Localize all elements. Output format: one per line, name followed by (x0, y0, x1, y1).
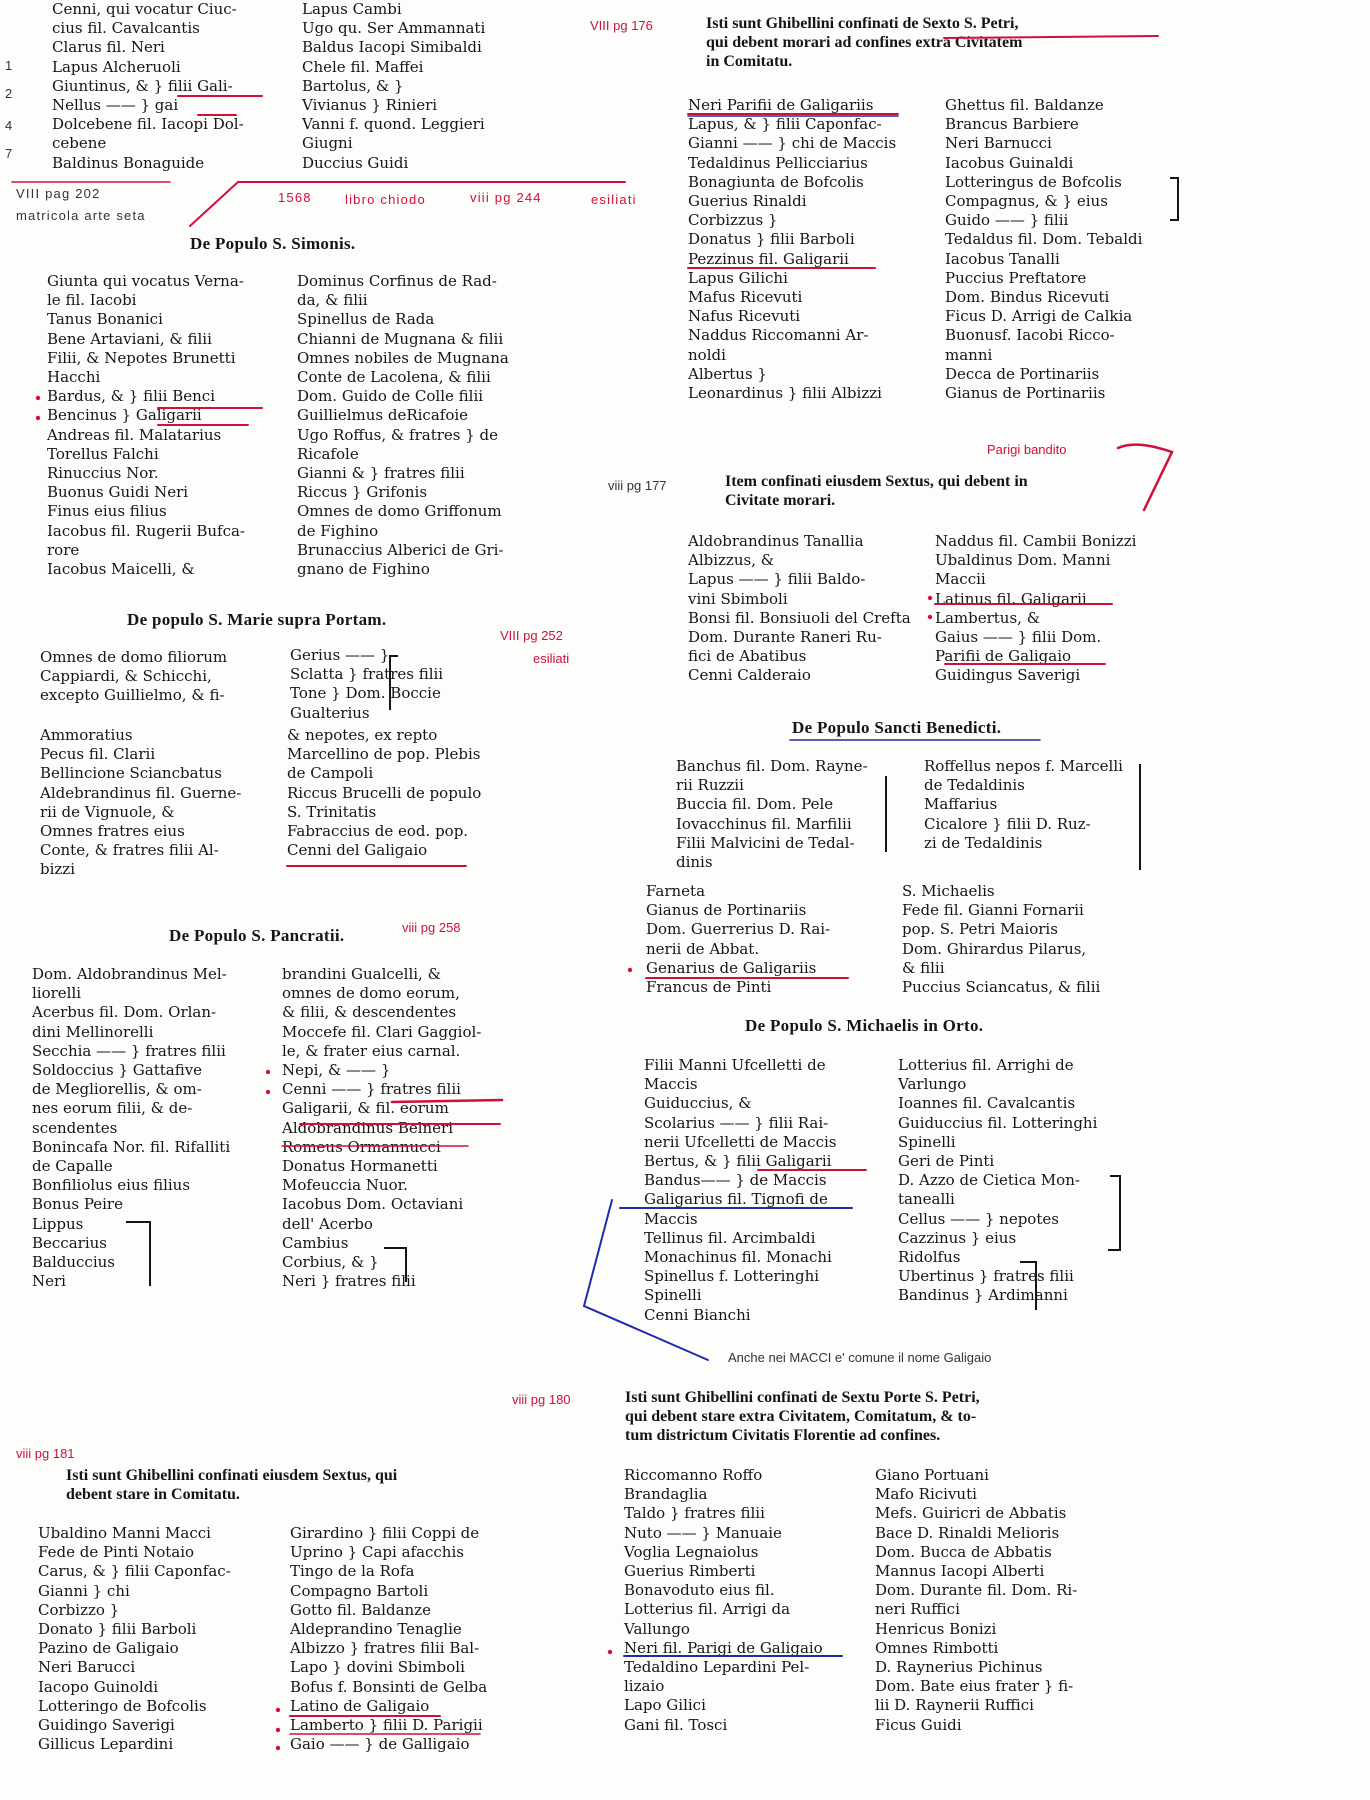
text-line: rii Ruzzii (676, 776, 744, 795)
text-line: lizaio (624, 1677, 665, 1696)
text-line: Dom. Bate eius frater } fi- (875, 1677, 1074, 1696)
text-line: qui debent stare extra Civitatem, Comitatum, & to- (625, 1408, 977, 1425)
text-line: Mefs. Guiricri de Abbatis (875, 1504, 1067, 1523)
text-line: Vivianus } Rinieri (302, 96, 438, 115)
text-line: rii de Vignuole, & (40, 802, 175, 821)
text-line: Galigarius fil. Tignofi de (644, 1190, 828, 1209)
text-line: Neri } fratres filii (282, 1272, 416, 1291)
text-line: liorelli (32, 984, 82, 1003)
text-line: Guiduccius fil. Lotteringhi (898, 1113, 1098, 1132)
text-line: Lapus, & } filii Caponfac- (688, 115, 882, 134)
text-line: Giano Portuani (875, 1466, 989, 1484)
text-line: Tedaldino Lepardini Pel- (624, 1658, 810, 1677)
text-line: Mafo Ricivuti (875, 1485, 977, 1504)
text-line: Item confinati eiusdem Sextus, qui debent in (725, 473, 1028, 490)
text-line: Isti sunt Ghibellini confinati eiusdem Sextus, qui (66, 1467, 398, 1484)
text-line: neri Ruffici (875, 1600, 960, 1619)
text-line: Beccarius (32, 1233, 107, 1252)
text-line: gnano de Fighino (297, 560, 430, 579)
text-line: Donato } filii Barboli (38, 1620, 197, 1639)
text-line: Omnes de domo Griffonum (297, 502, 502, 521)
text-line: Omnes Rimbotti (875, 1638, 999, 1657)
text-line: Guillielmus deRicafoie (297, 406, 469, 425)
text-line: Neri Barnucci (945, 134, 1052, 153)
text-line: bizzi (40, 860, 76, 879)
text-line: Guidingus Saverigi (935, 666, 1081, 685)
text-line: Finus eius filius (47, 502, 167, 521)
text-line: Bandinus } Ardimanni (898, 1286, 1068, 1305)
text-line: Dolcebene fil. Iacopi Dol- (52, 115, 244, 134)
text-line: Gillicus Lepardini (38, 1735, 174, 1754)
text-line: Clarus fil. Neri (52, 38, 165, 57)
text-line: rore (47, 540, 80, 559)
text-line: Fabraccius de eod. pop. (287, 822, 469, 841)
text-line: Bertus, & } filii Galigarii (644, 1152, 832, 1171)
text-line: Lamberto } filii D. Parigii (290, 1716, 483, 1735)
text-line: Filii, & Nepotes Brunetti (47, 348, 236, 367)
text-line: Chianni de Mugnana & filii (297, 329, 504, 348)
text-line: Varlungo (898, 1075, 967, 1094)
text-line: dinis (676, 853, 713, 872)
text-line: Corbizzo } (38, 1600, 120, 1619)
text-line: Lapo Gilici (624, 1696, 706, 1715)
text-line: Bonincafa Nor. fil. Rifalliti (32, 1137, 231, 1156)
text-line: Iacobus fil. Rugerii Bufca- (47, 521, 245, 540)
text-line: Dom. Durante fil. Dom. Ri- (875, 1581, 1078, 1600)
text-line: Giuntinus, & } filii Gali- (52, 76, 233, 95)
note-page-ref: viii pg 181 (16, 1446, 75, 1461)
text-line: excepto Guillielmo, & fi- (40, 686, 225, 705)
text-line: Dom. Bucca de Abbatis (875, 1542, 1052, 1561)
text-line: Bene Artaviani, & filii (47, 329, 212, 348)
text-line: Brunaccius Alberici de Gri- (297, 540, 504, 559)
text-line: vini Sbimboli (688, 589, 788, 608)
text-line: Bandus—— } de Maccis (644, 1171, 827, 1190)
text-line: Civitate morari. (725, 492, 836, 509)
margin-number: 7 (5, 146, 13, 161)
note-page-ref: VIII pg 252 (500, 628, 563, 643)
text-line: Cenni Bianchi (644, 1305, 751, 1324)
text-line: dini Mellinorelli (32, 1022, 154, 1041)
text-line: nerii Ufcelletti de Maccis (644, 1132, 837, 1151)
text-line: da, & filii (297, 291, 368, 310)
text-line: Aldebrandinus fil. Guerne- (40, 783, 242, 802)
text-line: Taldo } fratres filii (624, 1504, 765, 1523)
text-line: Ficus D. Arrigi de Calkia (945, 307, 1133, 326)
text-line: Francus de Pinti (646, 978, 772, 997)
text-line: S. Trinitatis (287, 802, 377, 821)
text-line: Lapo } dovini Sbimboli (290, 1658, 465, 1677)
text-line: Ubaldino Manni Macci (38, 1524, 211, 1542)
text-line: Bardus, & } filii Benci (47, 387, 215, 406)
text-line: Bonsi fil. Bonsiuoli del Crefta (688, 608, 911, 627)
text-line: Nafus Ricevuti (688, 307, 801, 326)
text-line: Bartolus, & } (302, 76, 404, 95)
note-esiliati: esiliati (591, 192, 637, 207)
text-line: Riccomanno Roffo (624, 1466, 763, 1484)
text-line: de Capalle (32, 1157, 113, 1176)
text-line: Moccefe fil. Clari Gaggiol- (282, 1022, 482, 1041)
text-line: Dom. Ghirardus Pilarus, (902, 939, 1087, 958)
text-line: Pecus fil. Clarii (40, 745, 156, 764)
text-line: Neri (32, 1272, 66, 1291)
text-line: de Fighino (297, 521, 379, 540)
text-line: S. Michaelis (902, 882, 995, 900)
text-line: Roffellus nepos f. Marcelli (924, 757, 1123, 775)
note-page-ref: viii pg 258 (402, 920, 461, 935)
text-line: Mafus Ricevuti (688, 288, 803, 307)
text-line: Tedaldinus Pellicciarius (688, 153, 868, 172)
text-line: Omnes nobiles de Mugnana (297, 348, 509, 367)
text-line: Spinellus f. Lotteringhi (644, 1267, 820, 1286)
note-page-ref: viii pg 244 (470, 190, 542, 205)
note-libro: libro chiodo (345, 192, 426, 207)
text-line: Dom. Durante Raneri Ru- (688, 628, 882, 647)
text-line: Parifii de Galigaio (935, 647, 1072, 666)
text-line: Tingo de la Rofa (290, 1562, 415, 1581)
margin-number: 2 (5, 86, 13, 101)
heading-s-pancratii: De Populo S. Pancratii. (169, 926, 345, 945)
text-line: Lotteringus de Bofcolis (945, 172, 1122, 191)
text-line: noldi (688, 345, 726, 364)
text-line: Pazino de Galigaio (38, 1639, 179, 1658)
text-line: Gianni } chi (38, 1581, 130, 1600)
text-line: tanealli (898, 1190, 955, 1209)
text-line: Dom. Guido de Colle filii (297, 387, 484, 406)
text-line: Acerbus fil. Dom. Orlan- (32, 1003, 217, 1022)
text-line: Ghettus fil. Baldanze (945, 96, 1104, 114)
text-line: Chele fil. Maffei (302, 57, 424, 76)
text-line: Carus, & } filii Caponfac- (38, 1562, 231, 1581)
text-line: Monachinus fil. Monachi (644, 1248, 832, 1267)
text-line: Tellinus fil. Arcimbaldi (644, 1228, 816, 1247)
text-line: D. Azzo de Cietica Mon- (898, 1171, 1080, 1190)
text-line: Conte de Lacolena, & filii (297, 368, 491, 387)
margin-number: 4 (5, 118, 13, 133)
text-line: Nuto —— } Manuaie (624, 1523, 782, 1542)
text-line: Bonavoduto eius fil. (624, 1581, 775, 1600)
text-line: Iovacchinus fil. Marfilii (676, 814, 852, 833)
text-line: Gaio —— } de Galligaio (290, 1735, 470, 1754)
text-line: Donatus Hormanetti (282, 1157, 438, 1176)
text-line: Albizzus, & (688, 551, 775, 570)
text-line: Spinelli (898, 1132, 956, 1151)
text-line: Compagnus, & } eius (945, 192, 1108, 211)
text-line: Lambertus, & (935, 608, 1041, 627)
text-line: Scolarius —— } filii Rai- (644, 1113, 829, 1132)
text-line: Henricus Bonizi (875, 1619, 997, 1638)
text-line: Dominus Corfinus de Rad- (297, 272, 497, 290)
text-line: Albertus } (688, 364, 767, 383)
text-line: Gerius —— } (290, 646, 390, 664)
margin-number: 1 (5, 58, 13, 73)
text-line: Lapus Cambi (302, 0, 402, 18)
text-line: Dom. Aldobrandinus Mel- (32, 965, 227, 983)
heading-s-michaelis: De Populo S. Michaelis in Orto. (745, 1016, 984, 1035)
text-line: & filii, & descendentes (282, 1003, 457, 1022)
text-line: & filii (902, 958, 945, 977)
text-line: Ugo Roffus, & fratres } de (297, 425, 499, 444)
text-line: fici de Abatibus (688, 647, 807, 666)
text-line: Bonfiliolus eius filius (32, 1176, 191, 1195)
note-page-ref: VIII pag 202 (16, 186, 101, 201)
text-line: Compagno Bartoli (290, 1581, 429, 1600)
text-line: Ricafole (297, 444, 359, 463)
text-line: Lotterius fil. Arrigi da (624, 1600, 791, 1619)
text-line: Geri de Pinti (898, 1152, 995, 1171)
text-line: nerii de Abbat. (646, 939, 760, 958)
text-line: Aldobrandinus Belneri (282, 1118, 454, 1137)
text-line: Banchus fil. Dom. Rayne- (676, 757, 868, 775)
text-line: cebene (52, 134, 107, 153)
text-line: Ubertinus } fratres filii (898, 1267, 1074, 1286)
text-line: de Campoli (287, 764, 374, 783)
text-line: Secchia —— } fratres filii (32, 1041, 226, 1060)
text-line: Filii Manni Ufcelletti de (644, 1056, 826, 1074)
text-line: Iacobus Guinaldi (945, 153, 1074, 172)
text-line: Cenni —— } fratres filii (282, 1080, 461, 1099)
text-line: Brandaglia (624, 1485, 708, 1504)
text-line: de Tedaldinis (924, 776, 1025, 795)
text-line: Lotterius fil. Arrighi de (898, 1056, 1074, 1074)
text-line: Pezzinus fil. Galigarii (688, 249, 849, 268)
text-line: Riccus Brucelli de populo (287, 783, 482, 802)
text-line: Brancus Barbiere (945, 115, 1079, 134)
text-line: Tedaldus fil. Dom. Tebaldi (945, 230, 1143, 249)
heading-s-benedicti: De Populo Sancti Benedicti. (792, 718, 1002, 737)
text-line: tum districtum Civitatis Florentie ad confines. (625, 1427, 941, 1444)
text-line: Maffarius (924, 795, 998, 814)
text-line: le fil. Iacobi (47, 291, 137, 310)
heading-s-marie: De populo S. Marie supra Portam. (127, 610, 387, 629)
text-line: Fede fil. Gianni Fornarii (902, 901, 1084, 920)
text-line: Puccius Preftatore (945, 268, 1087, 287)
text-line: Nellus —— } gai (52, 96, 179, 115)
text-line: Isti sunt Ghibellini confinati de Sextu Porte S. Petri, (625, 1389, 980, 1406)
text-line: Corbius, & } (282, 1253, 379, 1272)
text-line: debent stare in Comitatu. (66, 1486, 240, 1503)
text-line: Neri Barucci (38, 1658, 136, 1677)
text-line: Cenni, qui vocatur Ciuc- (52, 0, 237, 18)
text-line: Baldus Iacopi Simibaldi (302, 38, 482, 57)
text-line: Ugo qu. Ser Ammannati (302, 19, 486, 38)
note-macci: Anche nei MACCI e' comune il nome Galigaio (728, 1350, 992, 1365)
text-line: Maccis (644, 1209, 698, 1228)
text-line: nes eorum filii, & de- (32, 1099, 193, 1118)
text-line: Lapus Alcheruoli (52, 57, 181, 76)
text-line: brandini Gualcelli, & (282, 965, 441, 983)
text-line: Uprino } Capi afacchis (290, 1543, 464, 1562)
text-line: Nepi, & —— } (282, 1061, 391, 1080)
note-page-ref: viii pg 177 (608, 478, 667, 493)
text-line: Gianni —— } chi de Maccis (688, 134, 897, 153)
text-line: Baldinus Bonaguide (52, 153, 205, 172)
text-line: Aldeprandino Tenaglie (290, 1620, 462, 1639)
text-line: Neri Parifii de Galigariis (688, 96, 874, 114)
text-line: Bace D. Rinaldi Melioris (875, 1523, 1060, 1542)
heading-s-simonis: De Populo S. Simonis. (190, 234, 356, 253)
text-line: Omnes fratres eius (40, 822, 185, 841)
text-line: Lapus Gilichi (688, 268, 788, 287)
text-line: Maccis (644, 1075, 698, 1094)
text-line: Albizzo } fratres filii Bal- (290, 1639, 480, 1658)
text-line: Voglia Legnaiolus (624, 1542, 759, 1561)
text-line: Dom. Bindus Ricevuti (945, 288, 1110, 307)
text-line: Cicalore } filii D. Ruz- (924, 814, 1091, 833)
text-line: Latino de Galigaio (290, 1696, 430, 1715)
text-line: Fede de Pinti Notaio (38, 1543, 195, 1562)
text-line: Gotto fil. Baldanze (290, 1600, 431, 1619)
text-line: Buonusf. Iacobi Ricco- (945, 326, 1115, 345)
text-line: Mofeuccia Nuor. (282, 1176, 408, 1195)
text-line: Gualterius (290, 703, 370, 722)
text-line: Cappiardi, & Schicchi, (40, 667, 212, 686)
text-line: Decca de Portinariis (945, 364, 1100, 383)
text-line: Latinus fil. Galigarii (935, 589, 1087, 608)
text-line: Andreas fil. Malatarius (47, 425, 222, 444)
text-line: Cellus —— } nepotes (898, 1209, 1059, 1228)
text-line: Cenni Calderaio (688, 666, 811, 685)
text-line: lii D. Raynerii Ruffici (875, 1696, 1034, 1715)
text-line: le, & frater eius carnal. (282, 1041, 461, 1060)
text-line: Rinuccius Nor. (47, 464, 159, 483)
text-line: Bonagiunta de Bofcolis (688, 172, 864, 191)
text-line: Iacobus Maicelli, & (47, 560, 195, 579)
text-line: Cenni del Galigaio (287, 841, 428, 860)
text-line: & nepotes, ex repto (287, 726, 438, 744)
text-line: Neri fil. Parigi de Galigaio (624, 1638, 823, 1657)
text-line: Naddus fil. Cambii Bonizzi (935, 532, 1137, 550)
text-line: pop. S. Petri Maioris (902, 920, 1058, 939)
text-line: Bofus f. Bonsinti de Gelba (290, 1677, 488, 1696)
text-line: scendentes (32, 1118, 118, 1137)
text-line: Gianus de Portinariis (945, 384, 1106, 403)
note-esiliati: esiliati (533, 651, 570, 666)
text-line: Girardino } filii Coppi de (290, 1524, 480, 1542)
text-line: Bonus Peire (32, 1195, 123, 1214)
text-line: Buccia fil. Dom. Pele (676, 795, 834, 814)
text-line: Giugni (302, 134, 353, 153)
text-line: Gianni & } fratres filii (297, 464, 465, 483)
text-line: Lippus (32, 1214, 84, 1233)
note-matricola: matricola arte seta (16, 208, 146, 223)
text-line: Tanus Bonanici (47, 310, 163, 329)
text-line: Guerius Rinaldi (688, 192, 807, 211)
text-line: Lapus —— } filii Baldo- (688, 570, 866, 589)
text-line: Duccius Guidi (302, 153, 409, 172)
text-line: Gianus de Portinariis (646, 901, 807, 920)
text-line: Guerius Rimberti (624, 1562, 756, 1581)
text-line: qui debent morari ad confines extra Civitatem (706, 34, 1023, 51)
text-line: cius fil. Cavalcantis (52, 19, 200, 38)
text-line: Isti sunt Ghibellini confinati de Sexto S. Petri, (706, 15, 1019, 32)
text-line: Cambius (282, 1233, 349, 1252)
text-line: Leonardinus } filii Albizzi (688, 384, 882, 403)
text-line: Ioannes fil. Cavalcantis (898, 1094, 1076, 1113)
text-line: Omnes de domo filiorum (40, 648, 228, 666)
note-year: 1568 (278, 190, 312, 205)
text-line: Lotteringo de Bofcolis (38, 1696, 207, 1715)
text-line: zi de Tedaldinis (924, 833, 1043, 852)
text-line: Ficus Guidi (875, 1715, 962, 1734)
text-line: D. Raynerius Pichinus (875, 1658, 1043, 1677)
text-line: Aldobrandinus Tanallia (688, 532, 864, 550)
text-line: Iacobus Tanalli (945, 249, 1060, 268)
text-line: Riccus } Grifonis (297, 483, 428, 502)
text-line: Corbizzus } (688, 211, 778, 230)
text-line: Cazzinus } eius (898, 1228, 1017, 1247)
text-line: Marcellino de pop. Plebis (287, 745, 481, 764)
text-line: Bellincione Sciancbatus (40, 764, 222, 783)
text-line: Tone } Dom. Boccie (290, 684, 441, 703)
text-line: Sclatta } fratres filii (290, 665, 444, 684)
text-line: Ubaldinus Dom. Manni (935, 551, 1111, 570)
text-line: Guido —— } filii (945, 211, 1069, 230)
text-line: Maccii (935, 570, 986, 589)
text-line: Donatus } filii Barboli (688, 230, 855, 249)
text-line: Balduccius (32, 1253, 115, 1272)
text-line: dell' Acerbo (282, 1214, 373, 1233)
text-line: Spinelli (644, 1286, 702, 1305)
note-parigi-bandito: Parigi bandito (987, 442, 1067, 457)
text-line: Ammoratius (40, 726, 133, 744)
text-line: Iacopo Guinoldi (38, 1677, 159, 1696)
text-line: Guidingo Saverigi (38, 1716, 175, 1735)
text-line: Buonus Guidi Neri (47, 483, 189, 502)
text-line: Genarius de Galigariis (646, 958, 817, 977)
text-line: Torellus Falchi (47, 444, 159, 463)
note-page-ref: VIII pg 176 (590, 18, 653, 33)
text-line: omnes de domo eorum, (282, 984, 460, 1003)
text-line: Galigarii, & fil. eorum (282, 1099, 449, 1118)
text-line: Gaius —— } filii Dom. (935, 628, 1102, 647)
text-line: Vallungo (624, 1619, 690, 1638)
text-line: manni (945, 345, 993, 364)
text-line: Spinellus de Rada (297, 310, 435, 329)
text-line: Filii Malvicini de Tedal- (676, 833, 855, 852)
text-line: Bencinus } Galigarii (47, 406, 202, 425)
text-line: Romeus Ormannucci (282, 1137, 441, 1156)
text-line: Naddus Riccomanni Ar- (688, 326, 869, 345)
text-line: Ridolfus (898, 1248, 961, 1267)
text-line: Vanni f. quond. Leggieri (302, 115, 485, 134)
note-page-ref: viii pg 180 (512, 1392, 571, 1407)
text-line: Giunta qui vocatus Verna- (47, 272, 244, 290)
text-line: Hacchi (47, 368, 101, 387)
text-line: Gani fil. Tosci (624, 1715, 728, 1734)
text-line: Conte, & fratres filii Al- (40, 841, 219, 860)
text-line: Mannus Iacopi Alberti (875, 1562, 1045, 1581)
text-line: Dom. Guerrerius D. Rai- (646, 920, 831, 939)
text-line: Iacobus Dom. Octaviani (282, 1195, 464, 1214)
text-line: Farneta (646, 882, 706, 900)
text-line: Puccius Sciancatus, & filii (902, 978, 1101, 997)
text-line: de Megliorellis, & om- (32, 1080, 202, 1099)
text-line: Soldoccius } Gattafive (32, 1061, 203, 1080)
text-line: in Comitatu. (706, 53, 793, 70)
text-line: Guiduccius, & (644, 1094, 752, 1113)
